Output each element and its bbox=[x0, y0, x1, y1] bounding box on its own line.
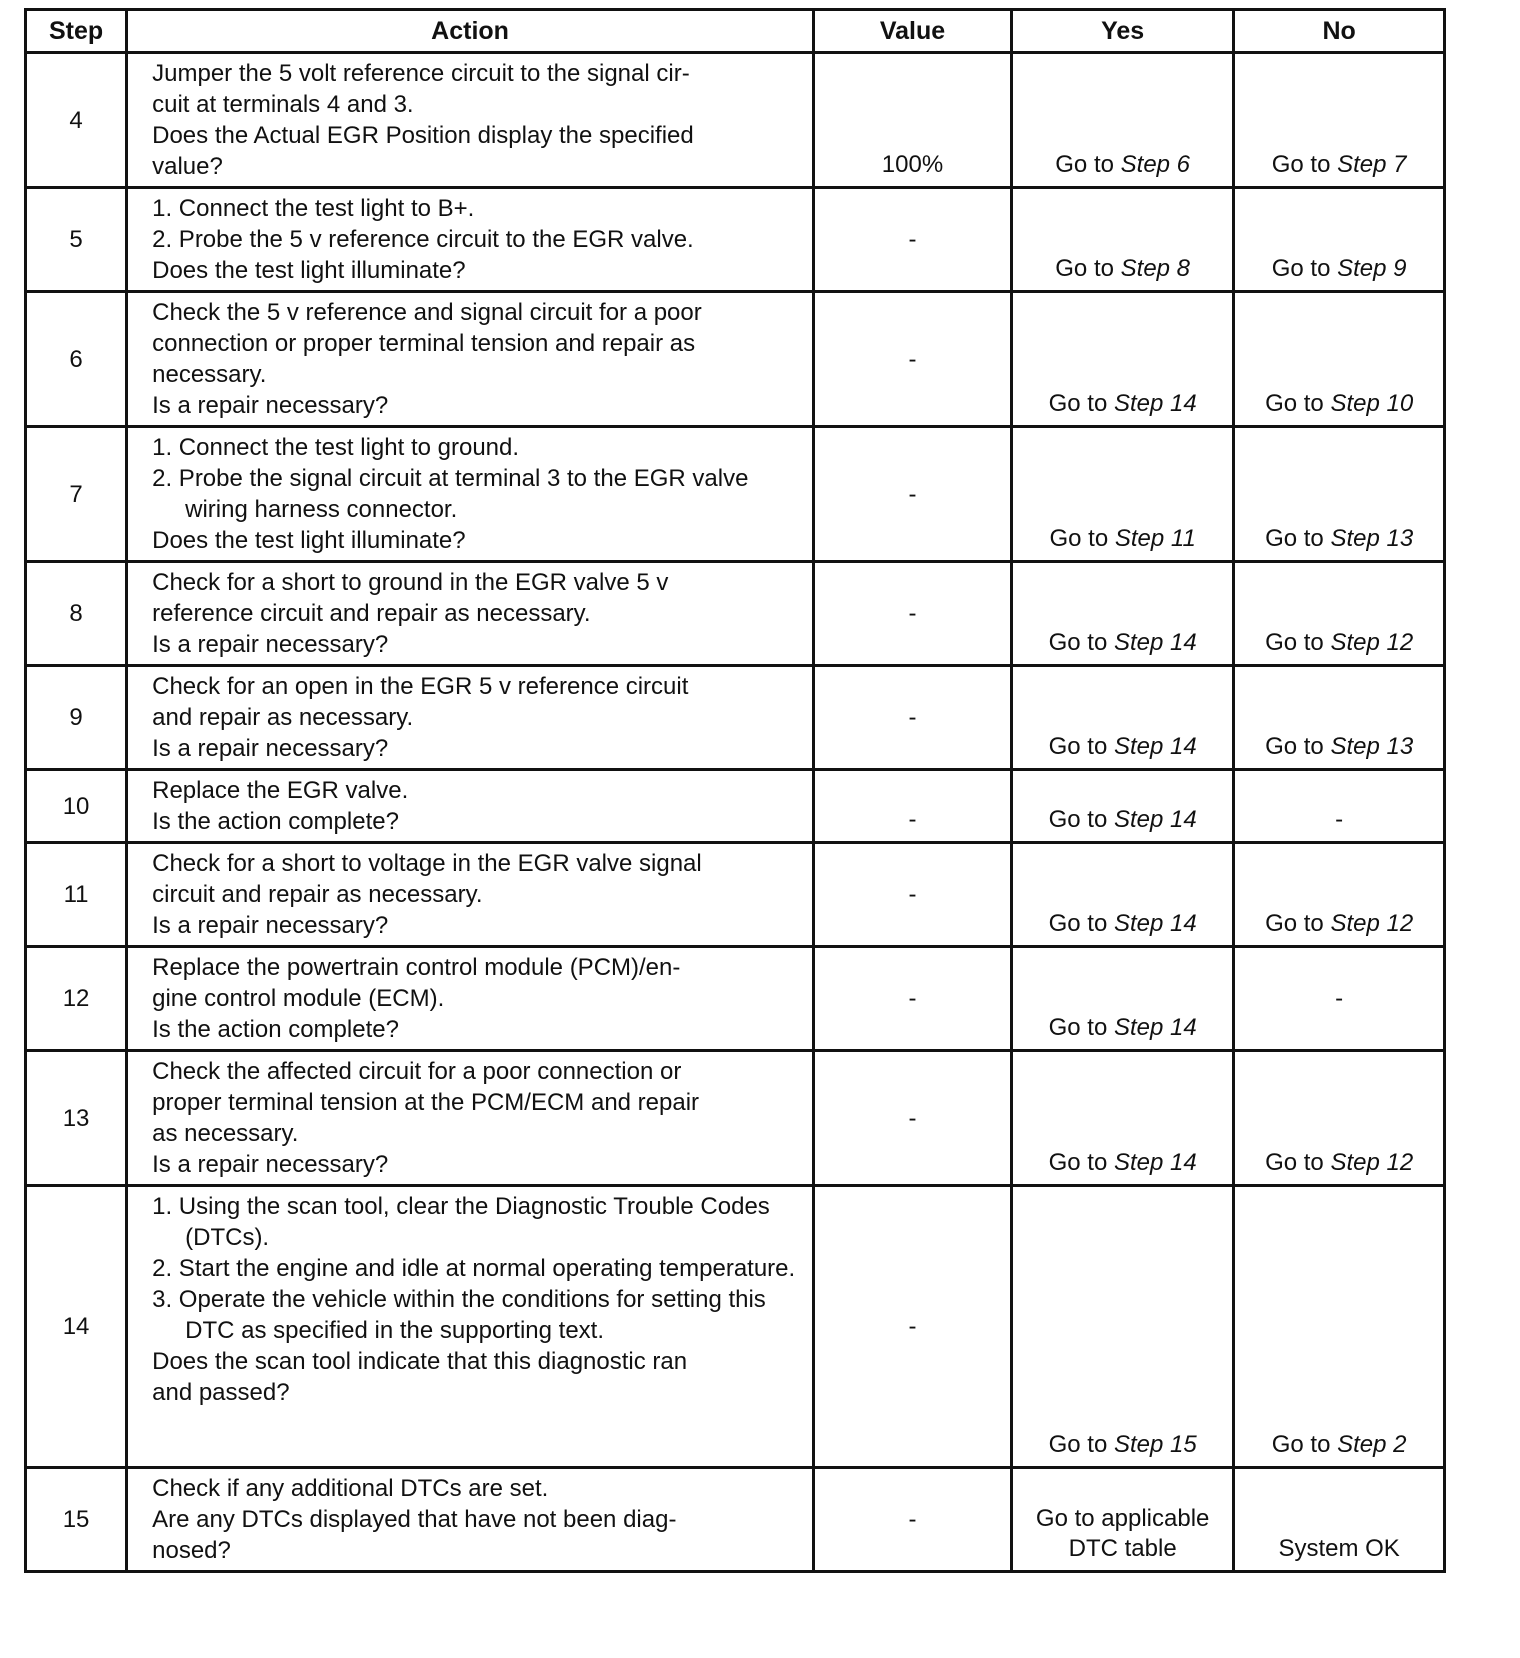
yes-cell bbox=[1012, 1186, 1234, 1468]
yes-cell bbox=[1012, 666, 1234, 770]
goto-step: Step 14 bbox=[1113, 1014, 1197, 1041]
value-cell: - bbox=[813, 947, 1011, 1051]
no-cell bbox=[1234, 1051, 1445, 1186]
step-number: 8 bbox=[26, 562, 127, 666]
step-number: 12 bbox=[26, 947, 127, 1051]
table-row bbox=[26, 1051, 1445, 1186]
action-cell bbox=[127, 1468, 814, 1572]
goto-prefix: Go to bbox=[1055, 255, 1121, 282]
yes-cell bbox=[1012, 843, 1234, 947]
goto-step: Step 13 bbox=[1330, 525, 1414, 552]
yes-line: Go to applicable bbox=[1035, 1505, 1210, 1532]
table-row bbox=[26, 562, 1445, 666]
header-no: No bbox=[1234, 10, 1445, 53]
table-row bbox=[26, 292, 1445, 427]
goto-prefix: Go to bbox=[1048, 806, 1114, 833]
action-line: and passed? bbox=[152, 1379, 290, 1406]
action-line: necessary. bbox=[152, 361, 267, 388]
goto-prefix: Go to bbox=[1265, 733, 1331, 760]
action-line: 3. Operate the vehicle within the conditions for setting this DTC as specified in the supporting text. bbox=[152, 1286, 766, 1344]
action-line: Jumper the 5 volt reference circuit to the signal cir- bbox=[152, 60, 690, 87]
header-action: Action bbox=[127, 10, 814, 53]
action-line: 1. Connect the test light to ground. bbox=[152, 434, 520, 461]
action-line: Does the Actual EGR Position display the specified bbox=[152, 122, 694, 149]
step-number: 6 bbox=[26, 292, 127, 427]
action-cell bbox=[127, 666, 814, 770]
action-line: Is the action complete? bbox=[152, 808, 399, 835]
action-cell bbox=[127, 1051, 814, 1186]
action-cell bbox=[127, 843, 814, 947]
goto-step: Step 14 bbox=[1113, 629, 1197, 656]
yes-cell bbox=[1012, 947, 1234, 1051]
goto-prefix: Go to bbox=[1271, 255, 1338, 282]
action-line: Replace the powertrain control module (PCM)/en- bbox=[152, 954, 681, 981]
goto-step: Step 13 bbox=[1330, 733, 1414, 760]
action-line: Is a repair necessary? bbox=[152, 735, 389, 762]
action-line: 2. Probe the signal circuit at terminal 3 to the EGR valve wiring harness connector. bbox=[152, 465, 749, 523]
action-line: 2. Probe the 5 v reference circuit to the EGR valve. bbox=[152, 226, 694, 253]
goto-step: Step 15 bbox=[1113, 1431, 1197, 1458]
table-row bbox=[26, 53, 1445, 188]
yes-cell bbox=[1012, 427, 1234, 562]
value-cell: - bbox=[813, 188, 1011, 292]
no-cell bbox=[1234, 1186, 1445, 1468]
header-row bbox=[26, 10, 1445, 53]
value-cell: - bbox=[813, 666, 1011, 770]
step-number: 15 bbox=[26, 1468, 127, 1572]
goto-prefix: Go to bbox=[1048, 1014, 1114, 1041]
value-cell: - bbox=[813, 1468, 1011, 1572]
header-value: Value bbox=[813, 10, 1011, 53]
no-cell bbox=[1234, 292, 1445, 427]
action-line: Is a repair necessary? bbox=[152, 912, 389, 939]
goto-prefix: Go to bbox=[1048, 910, 1114, 937]
action-cell bbox=[127, 1186, 814, 1468]
diagnostic-table bbox=[24, 8, 1446, 1573]
table-row bbox=[26, 188, 1445, 292]
step-number: 4 bbox=[26, 53, 127, 188]
goto-step: Step 14 bbox=[1113, 733, 1197, 760]
goto-step: Step 6 bbox=[1120, 151, 1191, 178]
goto-step: Step 11 bbox=[1114, 525, 1196, 552]
goto-step: Step 14 bbox=[1113, 910, 1197, 937]
step-number: 11 bbox=[26, 843, 127, 947]
action-line: Is a repair necessary? bbox=[152, 631, 389, 658]
no-cell bbox=[1234, 188, 1445, 292]
yes-cell bbox=[1012, 562, 1234, 666]
goto-prefix: Go to bbox=[1265, 629, 1331, 656]
action-cell bbox=[127, 188, 814, 292]
no-cell bbox=[1234, 843, 1445, 947]
action-line: circuit and repair as necessary. bbox=[152, 881, 483, 908]
value-cell: - bbox=[813, 1186, 1011, 1468]
goto-prefix: Go to bbox=[1271, 1431, 1338, 1458]
no-cell: System OK bbox=[1234, 1468, 1445, 1572]
value-cell: - bbox=[813, 1051, 1011, 1186]
goto-prefix: Go to bbox=[1265, 390, 1331, 417]
table-row bbox=[26, 1468, 1445, 1572]
goto-step: Step 14 bbox=[1113, 1149, 1197, 1176]
goto-step: Step 12 bbox=[1330, 1149, 1414, 1176]
action-line: proper terminal tension at the PCM/ECM and repair bbox=[152, 1089, 700, 1116]
goto-prefix: Go to bbox=[1055, 151, 1121, 178]
action-line: 1. Connect the test light to B+. bbox=[152, 195, 475, 222]
yes-cell bbox=[1012, 292, 1234, 427]
action-line: Check if any additional DTCs are set. bbox=[152, 1475, 549, 1502]
goto-prefix: Go to bbox=[1048, 733, 1114, 760]
action-line: connection or proper terminal tension and repair as bbox=[152, 330, 696, 357]
action-line: as necessary. bbox=[152, 1120, 299, 1147]
step-number: 9 bbox=[26, 666, 127, 770]
value-cell: - bbox=[813, 427, 1011, 562]
action-line: Is a repair necessary? bbox=[152, 1151, 389, 1178]
goto-step: Step 14 bbox=[1113, 390, 1197, 417]
goto-step: Step 9 bbox=[1337, 255, 1407, 282]
table-row bbox=[26, 770, 1445, 843]
table-row bbox=[26, 427, 1445, 562]
no-cell: - bbox=[1234, 770, 1445, 843]
action-line: Are any DTCs displayed that have not been diag- bbox=[152, 1506, 677, 1533]
goto-prefix: Go to bbox=[1048, 1431, 1114, 1458]
action-line: and repair as necessary. bbox=[152, 704, 414, 731]
value-cell: - bbox=[813, 562, 1011, 666]
table-row bbox=[26, 1186, 1445, 1468]
goto-step: Step 12 bbox=[1330, 910, 1414, 937]
action-line: cuit at terminals 4 and 3. bbox=[152, 91, 414, 118]
value-cell: - bbox=[813, 770, 1011, 843]
action-line: reference circuit and repair as necessary. bbox=[152, 600, 591, 627]
step-number: 5 bbox=[26, 188, 127, 292]
goto-prefix: Go to bbox=[1049, 525, 1115, 552]
goto-step: Step 12 bbox=[1330, 629, 1414, 656]
header-step: Step bbox=[26, 10, 127, 53]
table-row bbox=[26, 666, 1445, 770]
goto-step: Step 7 bbox=[1337, 151, 1407, 178]
action-line: gine control module (ECM). bbox=[152, 985, 445, 1012]
action-line: nosed? bbox=[152, 1537, 231, 1564]
yes-cell bbox=[1012, 1051, 1234, 1186]
action-line: Does the scan tool indicate that this diagnostic ran bbox=[152, 1348, 688, 1375]
goto-prefix: Go to bbox=[1265, 525, 1331, 552]
action-cell bbox=[127, 427, 814, 562]
action-line: Check for a short to ground in the EGR valve 5 v bbox=[152, 569, 669, 596]
goto-step: Step 10 bbox=[1330, 390, 1414, 417]
action-line: Is the action complete? bbox=[152, 1016, 399, 1043]
no-cell bbox=[1234, 562, 1445, 666]
step-number: 13 bbox=[26, 1051, 127, 1186]
goto-prefix: Go to bbox=[1048, 629, 1114, 656]
goto-prefix: Go to bbox=[1048, 390, 1114, 417]
yes-cell bbox=[1012, 770, 1234, 843]
step-number: 10 bbox=[26, 770, 127, 843]
action-cell bbox=[127, 292, 814, 427]
goto-prefix: Go to bbox=[1048, 1149, 1114, 1176]
action-line: Is a repair necessary? bbox=[152, 392, 389, 419]
step-number: 7 bbox=[26, 427, 127, 562]
goto-step: Step 2 bbox=[1337, 1431, 1407, 1458]
no-cell bbox=[1234, 53, 1445, 188]
action-cell bbox=[127, 770, 814, 843]
goto-prefix: Go to bbox=[1265, 1149, 1331, 1176]
header-yes: Yes bbox=[1012, 10, 1234, 53]
value-cell: - bbox=[813, 292, 1011, 427]
goto-prefix: Go to bbox=[1265, 910, 1331, 937]
action-line: Does the test light illuminate? bbox=[152, 257, 466, 284]
yes-cell bbox=[1012, 53, 1234, 188]
no-cell: - bbox=[1234, 947, 1445, 1051]
value-cell: - bbox=[813, 843, 1011, 947]
action-line: 1. Using the scan tool, clear the Diagnostic Trouble Codes (DTCs). bbox=[152, 1193, 770, 1251]
table-row bbox=[26, 947, 1445, 1051]
action-line: Check for an open in the EGR 5 v reference circuit bbox=[152, 673, 689, 700]
action-line: Check the 5 v reference and signal circuit for a poor bbox=[152, 299, 702, 326]
no-cell bbox=[1234, 427, 1445, 562]
goto-step: Step 14 bbox=[1113, 806, 1197, 833]
action-line: Check the affected circuit for a poor connection or bbox=[152, 1058, 682, 1085]
yes-line: DTC table bbox=[1068, 1535, 1177, 1562]
action-cell bbox=[127, 562, 814, 666]
table-row bbox=[26, 843, 1445, 947]
action-line: value? bbox=[152, 153, 223, 180]
step-number: 14 bbox=[26, 1186, 127, 1468]
action-line: Does the test light illuminate? bbox=[152, 527, 466, 554]
value-cell: 100% bbox=[813, 53, 1011, 188]
action-line: Replace the EGR valve. bbox=[152, 777, 409, 804]
action-line: 2. Start the engine and idle at normal operating temperature. bbox=[152, 1255, 796, 1282]
goto-prefix: Go to bbox=[1271, 151, 1338, 178]
goto-step: Step 8 bbox=[1120, 255, 1191, 282]
action-cell bbox=[127, 947, 814, 1051]
action-line: Check for a short to voltage in the EGR valve signal bbox=[152, 850, 702, 877]
yes-cell bbox=[1012, 1468, 1234, 1572]
no-cell bbox=[1234, 666, 1445, 770]
action-cell bbox=[127, 53, 814, 188]
yes-cell bbox=[1012, 188, 1234, 292]
